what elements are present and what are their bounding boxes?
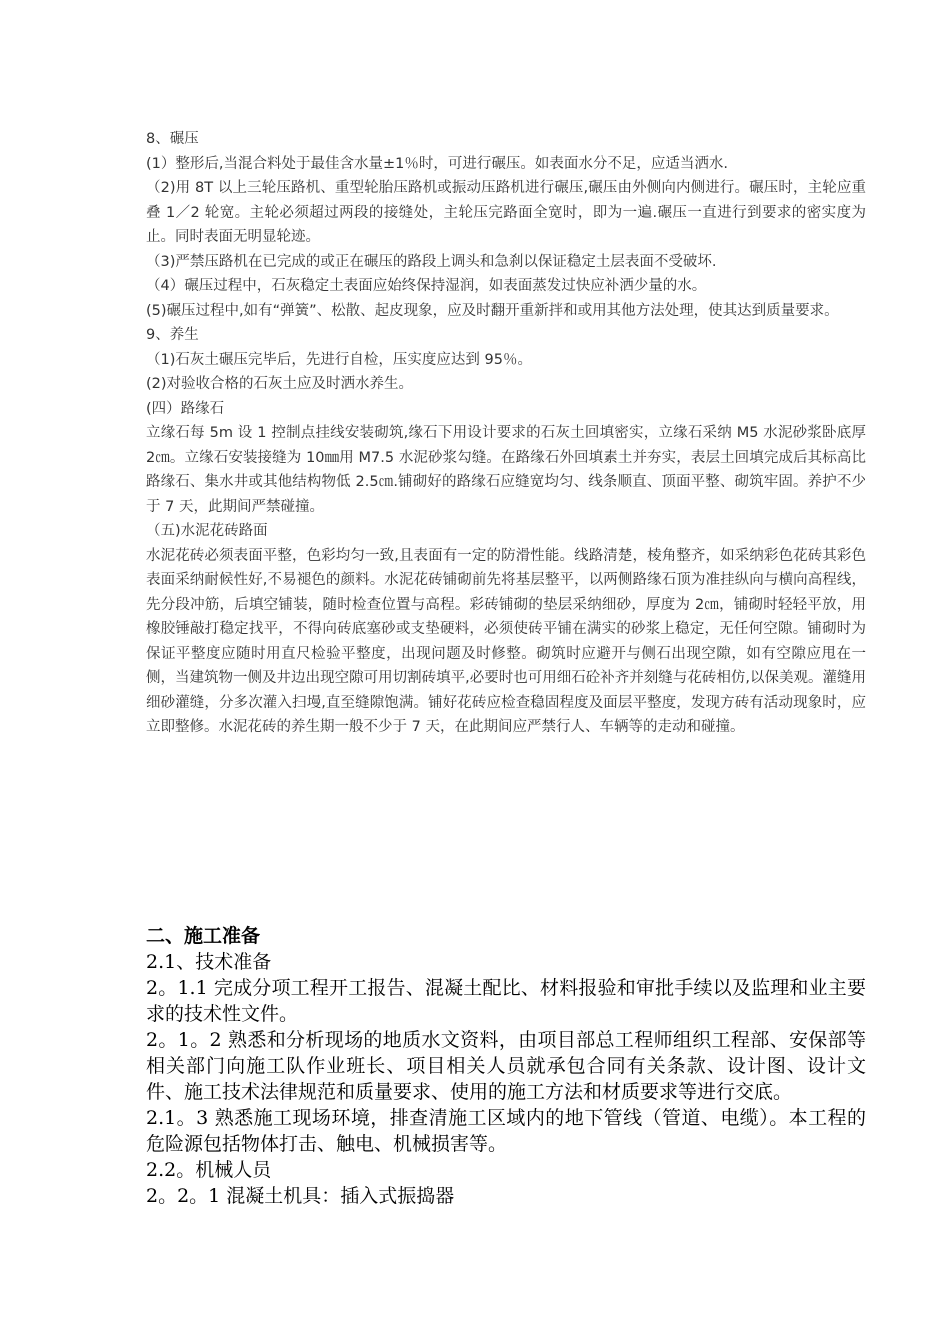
construction-section-text — [146, 127, 866, 740]
paragraph-compaction-3: （3)严禁压路机在已完成的或正在碾压的路段上调头和急刹以保证稳定土层表面不受破坏. — [146, 253, 717, 270]
paragraph-curing-2: (2)对验收合格的石灰土应及时洒水养生。 — [146, 376, 414, 392]
heading-technical-preparation: 2.1、技术准备 — [146, 951, 272, 973]
paragraph-compaction-1: (1）整形后,当混合料处于最佳含水量±1％时，可进行碾压。如表面水分不足，应适当洒水. — [146, 155, 728, 172]
paragraph-2-2-1: 2。2。1 混凝土机具：插入式振捣器 — [146, 1185, 455, 1207]
paragraph-compaction-2: （2)用 8T 以上三轮压路机、重型轮胎压路机或振动压路机进行碾压,碾压由外侧向内侧进行。碾压时，主轮应重叠 1／2 轮宽。主轮必须超过两段的接缝处，主轮压完路面全宽时，即为一遍.碾压一直进行到要求的密实度为止。同时表面无明显轮迹。 — [146, 180, 866, 245]
construction-preparation-section — [146, 923, 866, 1209]
paragraph-2-1-1: 2。1.1 完成分项工程开工报告、混凝土配比、材料报验和审批手续以及监理和业主要求的技术性文件。 — [146, 977, 866, 1025]
heading-curb-stone: (四）路缘石 — [146, 400, 225, 417]
heading-machinery-personnel: 2.2。机械人员 — [146, 1159, 272, 1181]
paragraph-cement-tile-pavement: 水泥花砖必须表面平整，色彩均匀一致,且表面有一定的防滑性能。线路清楚，棱角整齐，如采纳彩色花砖其彩色表面采纳耐候性好,不易褪色的颜料。水泥花砖铺砌前先将基层整平，以两侧路缘石顶为准挂纵向与横向高程线，先分段冲筋，后填空铺装，随时检查位置与高程。彩砖铺砌的垫层采纳细砂，厚度为 2㎝，铺砌时轻轻平放，用橡胶锤敲打稳定找平，不得向砖底塞砂或支垫硬料，必须使砖平铺在满实的砂浆上稳定，无任何空隙。铺砌时为保证平整度应随时用直尺检验平整度，出现问题及时修整。砌筑时应避开与侧石出现空隙，如有空隙应甩在一侧，当建筑物一侧及井边出现空隙可用切割砖填平,必要时也可用细石砼补齐并刻缝与花砖相仿,以保美观。灌缝用细砂灌缝，分多次灌入扫墁,直至缝隙饱满。铺好花砖应检查稳固程度及面层平整度，发现方砖有活动现象时，应立即整修。水泥花砖的养生期一般不少于 7 天，在此期间应严禁行人、车辆等的走动和碰撞。 — [146, 547, 866, 735]
heading-compaction: 8、碾压 — [146, 131, 199, 147]
paragraph-compaction-5: (5)碾压过程中,如有“弹簧”、松散、起皮现象，应及时翻开重新拌和或用其他方法处理，使其达到质量要求。 — [146, 302, 839, 319]
section-title: 二、施工准备 — [146, 925, 261, 947]
paragraph-compaction-4: （4）碾压过程中，石灰稳定土表面应始终保持湿润，如表面蒸发过快应补洒少量的水。 — [146, 278, 707, 294]
heading-cement-tile-pavement: （五)水泥花砖路面 — [146, 523, 268, 539]
paragraph-2-1-3: 2.1。3 熟悉施工现场环境，排查清施工区域内的地下管线（管道、电缆）。本工程的危险源包括物体打击、触电、机械损害等。 — [146, 1107, 866, 1155]
paragraph-curing-1: （1)石灰土碾压完毕后，先进行自检，压实度应达到 95％。 — [146, 351, 532, 368]
heading-curing: 9、养生 — [146, 327, 199, 343]
paragraph-curb-stone: 立缘石每 5m 设 1 控制点挂线安装砌筑,缘石下用设计要求的石灰土回填密实，立缘石采纳 M5 水泥砂浆卧底厚 2㎝。立缘石安装接缝为 10㎜用 M7.5 水泥砂浆勾缝。在路缘石外回填素土并夯实，表层土回填完成后其标高比路缘石、集水井或其他结构物低 2.5㎝.铺砌好的路缘石应缝宽均匀、线条顺直、顶面平整、砌筑牢固。养护不少于 7 天，此期间严禁碰撞。 — [146, 425, 866, 515]
paragraph-2-1-2: 2。1。2 熟悉和分析现场的地质水文资料，由项目部总工程师组织工程部、安保部等相关部门向施工队作业班长、项目相关人员就承包合同有关条款、设计图、设计文件、施工技术法律规范和质量要求、使用的施工方法和材质要求等进行交底。 — [146, 1029, 866, 1103]
